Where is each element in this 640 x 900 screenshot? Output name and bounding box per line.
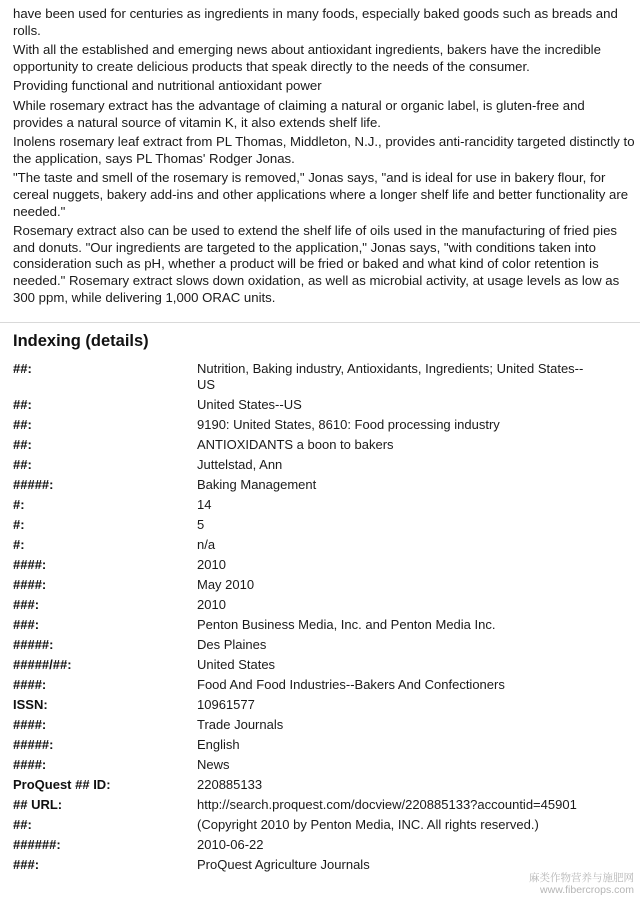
indexing-row — [13, 717, 633, 733]
indexing-row — [13, 697, 633, 713]
indexing-value: United States--US — [197, 397, 302, 413]
indexing-row — [13, 757, 633, 773]
indexing-value: Baking Management — [197, 477, 317, 493]
indexing-value: ANTIOXIDANTS a boon to bakers — [197, 437, 394, 453]
indexing-value: 2010 — [197, 597, 226, 613]
article-paragraph: While rosemary extract has the advantage of claiming a natural or organic label, is gluten-free and provides a natural source of vitamin K, it also extends shelf life. — [13, 97, 585, 130]
indexing-value: ProQuest Agriculture Journals — [197, 857, 370, 873]
watermark-line: 麻类作物营养与施肥网 — [529, 872, 634, 884]
indexing-key: ####: — [13, 717, 47, 733]
indexing-value: United States — [197, 657, 276, 673]
article-paragraph: "The taste and smell of the rosemary is removed," Jonas says, "and is ideal for use in bakery flour, for cereal nuggets, bakery add-ins and other applications where a longer shelf life and better functionality are needed." — [13, 170, 629, 219]
indexing-value: 2010-06-22 — [197, 837, 264, 853]
indexing-row — [13, 817, 633, 833]
indexing-value: Penton Business Media, Inc. and Penton Media Inc. — [197, 617, 496, 633]
watermark-line: www.fibercrops.com — [540, 884, 634, 896]
indexing-key: #: — [13, 517, 25, 533]
article-paragraph: Inolens rosemary leaf extract from PL Thomas, Middleton, N.J., provides anti-rancidity targeted distinctly to the application, says PL Thomas' Rodger Jonas. — [13, 134, 635, 166]
article-paragraph: Rosemary extract also can be used to extend the shelf life of oils used in the manufacturing of fried pies and donuts. "Our ingredients are targeted to the application," Jonas says, "with conditions taken into consideration such as pH, whether a product will be fried or baked and what kind of color retention is needed." Rosemary extract slows down oxidation, as well as microbial activity, at usage levels as low as 300 ppm, while delivering 1,000 ORAC units. — [13, 223, 620, 305]
indexing-key: #: — [13, 537, 25, 553]
indexing-row — [13, 577, 633, 593]
indexing-value: Des Plaines — [197, 637, 267, 653]
indexing-key: ###: — [13, 857, 40, 873]
indexing-value: 220885133 — [197, 777, 263, 793]
indexing-details-table — [13, 361, 633, 877]
indexing-key: ####: — [13, 677, 47, 693]
indexing-row — [13, 737, 633, 753]
indexing-value: Juttelstad, Ann — [197, 457, 283, 473]
article-paragraph: With all the established and emerging news about antioxidant ingredients, bakers have the incredible opportunity to create delicious products that speak directly to the needs of the consumer. — [13, 42, 601, 74]
indexing-key: #####/##: — [13, 657, 72, 673]
indexing-key: #####: — [13, 477, 54, 493]
indexing-row — [13, 837, 633, 853]
article-paragraph: have been used for centuries as ingredients in many foods, especially baked goods such as breads and rolls. — [13, 6, 618, 38]
indexing-row — [13, 437, 633, 453]
indexing-value: 5 — [197, 517, 205, 533]
article-body — [13, 6, 635, 309]
section-divider — [0, 322, 640, 323]
indexing-key: ####: — [13, 577, 47, 593]
indexing-row — [13, 557, 633, 573]
indexing-row — [13, 361, 633, 393]
indexing-key: ###: — [13, 597, 40, 613]
indexing-row — [13, 537, 633, 553]
indexing-value: 14 — [197, 497, 212, 513]
indexing-key: ISSN: — [13, 697, 48, 713]
indexing-value: 10961577 — [197, 697, 255, 713]
indexing-value: May 2010 — [197, 577, 255, 593]
indexing-row — [13, 417, 633, 433]
indexing-key: ####: — [13, 757, 47, 773]
indexing-key: ##: — [13, 417, 32, 433]
indexing-key: #####: — [13, 737, 54, 753]
indexing-key: #: — [13, 497, 25, 513]
indexing-key: ##: — [13, 361, 32, 376]
indexing-value: Nutrition, Baking industry, Antioxidants, Ingredients; United States--US — [197, 361, 584, 393]
indexing-value: 2010 — [197, 557, 226, 573]
indexing-key: ## URL: — [13, 797, 63, 813]
indexing-key: ####: — [13, 557, 47, 573]
indexing-row — [13, 777, 633, 793]
watermark — [529, 872, 634, 896]
indexing-value: English — [197, 737, 240, 753]
indexing-value: n/a — [197, 537, 216, 553]
indexing-value: 9190: United States, 8610: Food processing industry — [197, 417, 500, 433]
indexing-value: Food And Food Industries--Bakers And Confectioners — [197, 677, 505, 693]
indexing-row — [13, 517, 633, 533]
indexing-row — [13, 637, 633, 653]
indexing-row — [13, 657, 633, 673]
indexing-value: Trade Journals — [197, 717, 284, 733]
indexing-key: ProQuest ## ID: — [13, 777, 111, 793]
indexing-key: ######: — [13, 837, 61, 853]
indexing-row — [13, 617, 633, 633]
indexing-key: ##: — [13, 397, 32, 413]
article-paragraph: Providing functional and nutritional antioxidant power — [13, 78, 322, 94]
document-url-link[interactable]: http://search.proquest.com/docview/220885133?accountid=45901 — [197, 797, 577, 813]
indexing-key: ###: — [13, 617, 40, 633]
indexing-row — [13, 477, 633, 493]
indexing-key: ##: — [13, 457, 32, 473]
indexing-row — [13, 677, 633, 693]
indexing-value: News — [197, 757, 230, 773]
indexing-row — [13, 797, 633, 813]
indexing-key: ##: — [13, 817, 32, 833]
indexing-key: ##: — [13, 437, 32, 453]
indexing-row — [13, 397, 633, 413]
indexing-key: #####: — [13, 637, 54, 653]
indexing-row — [13, 857, 633, 873]
indexing-value: (Copyright 2010 by Penton Media, INC. All rights reserved.) — [197, 817, 539, 833]
indexing-heading: Indexing (details) — [13, 332, 149, 350]
indexing-row — [13, 457, 633, 473]
indexing-row — [13, 497, 633, 513]
indexing-row — [13, 597, 633, 613]
